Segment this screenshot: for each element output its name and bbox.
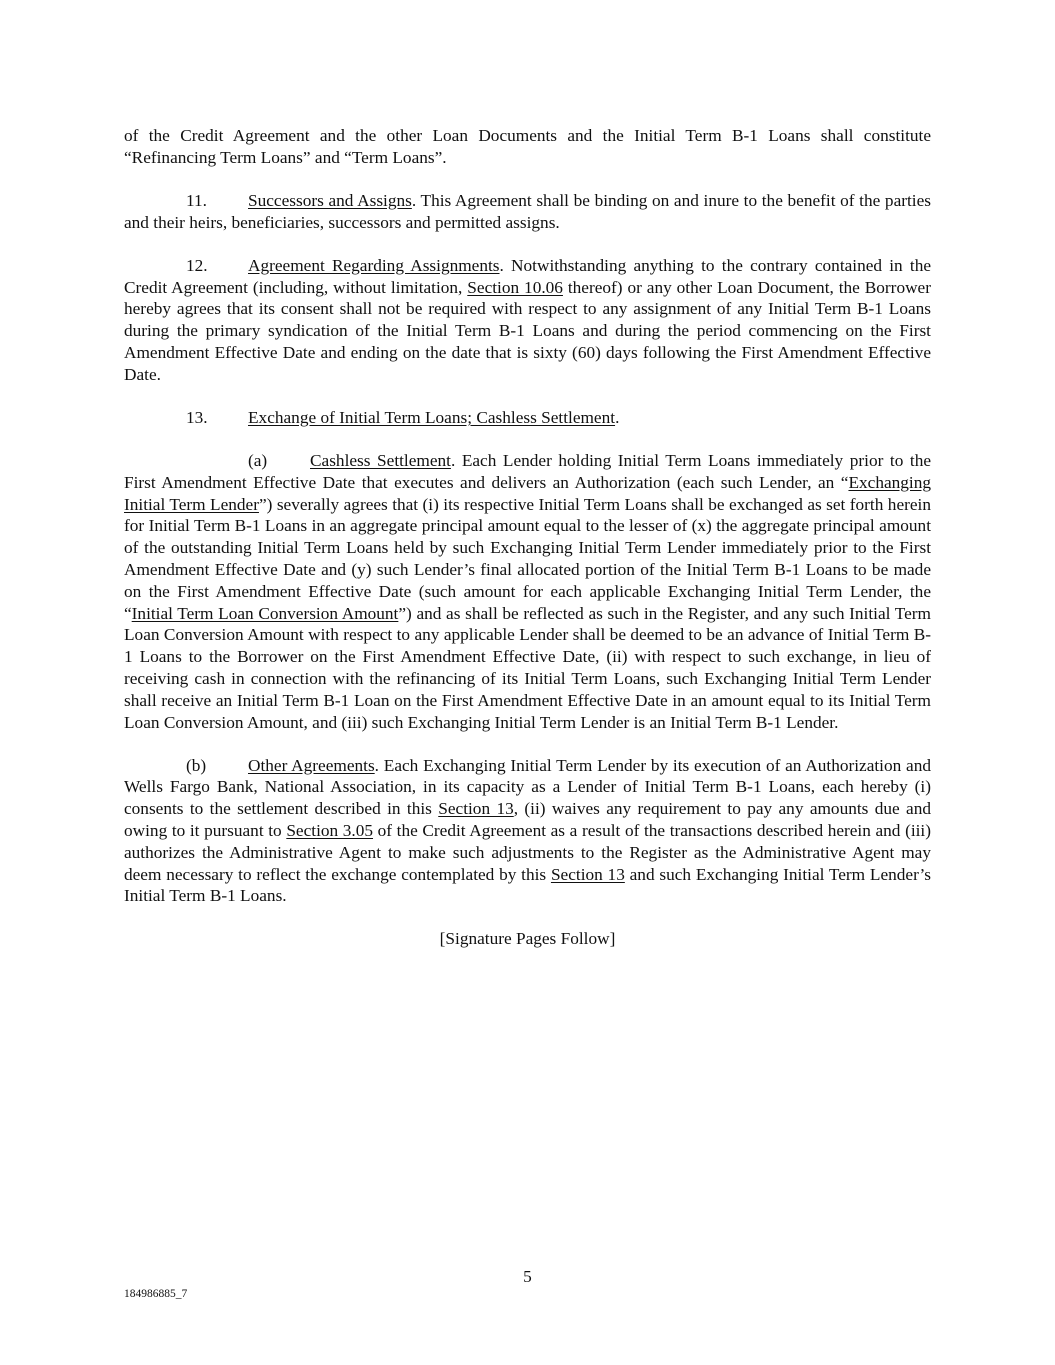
page-number: 5 bbox=[523, 1267, 532, 1286]
section-reference: Section 13 bbox=[550, 864, 625, 884]
section-11-paragraph bbox=[124, 190, 931, 234]
section-reference: Section 3.05 bbox=[286, 821, 374, 840]
paragraph-text: of the Credit Agreement and the other Loan Documents and the Initial Term B-1 Loans shall constitute “Refinancing Term Loans” and “Term Loans”. bbox=[124, 126, 931, 167]
section-13-paragraph bbox=[124, 407, 931, 429]
section-text: . This Agreement shall be binding on and inure to the benefit of the parties and their heirs, beneficiaries, successors and permitted assigns. bbox=[124, 190, 931, 232]
defined-term: Initial Term Loan Conversion Amount bbox=[131, 603, 399, 623]
section-heading: Agreement Regarding Assignments bbox=[248, 255, 500, 275]
document-id: 184986885_7 bbox=[124, 1288, 188, 1300]
subsection-number: (b) bbox=[186, 755, 207, 775]
subsection-text: ”) severally agrees that (i) its respective Initial Term Loans shall be exchanged as set forth herein for Initial Term B-1 Loans in an aggregate principal amount equal to the lesser of (x) the aggregate principal amount of the outstanding Initial Term Loans held by such Exchanging Initial Term Lender immediately prior to the First Amendment Effective Date and (y) such Lender’s final allocated portion of the Initial Term B-1 Loans to be made on the First Amendment Effective Date (such amount for each applicable Exchanging Initial Term Lender, the “ bbox=[124, 494, 931, 623]
section-text: . bbox=[615, 407, 620, 427]
section-text: thereof) or any other Loan Document, the Borrower hereby agrees that its consent shall not be required with respect to any assignment of any Initial Term B-1 Loans during the primary syndication of the Initial Term B-1 Loans and during the period commencing on the First Amendment Effective Date and ending on the date that is sixty (60) days following the First Amendment Effective Date. bbox=[124, 277, 931, 384]
signature-pages-note: [Signature Pages Follow] bbox=[439, 929, 616, 949]
subsection-text: . Each Lender holding Initial Term Loans immediately prior to the First Amendment Effective Date that executes and delivers an Authorization (each such Lender, an “ bbox=[124, 450, 932, 492]
subsection-text: of the Credit Agreement as a result of the transactions described herein and (iii) authorizes the Administrative Agent to make such adjustments to the Register as the Administrative Agent may deem necessary to reflect the exchange contemplated by this bbox=[124, 821, 931, 884]
subsection-number: (a) bbox=[248, 450, 268, 470]
section-13b-paragraph bbox=[124, 755, 931, 908]
section-reference: Section 13 bbox=[438, 799, 514, 819]
section-reference: Section 10.06 bbox=[467, 277, 563, 297]
continuation-paragraph bbox=[124, 125, 931, 169]
subsection-text: . Each Exchanging Initial Term Lender by its execution of an Authorization and Wells Fargo Bank, National Association, in its capacity as a Lender of Initial Term B-1 Loans, each hereby (i) consents to the settlement described in this bbox=[124, 755, 931, 819]
subsection-text: and such Exchanging Initial Term Lender’s Initial Term B-1 Loans. bbox=[124, 864, 932, 906]
section-13a-paragraph bbox=[124, 450, 931, 733]
section-number: 11. bbox=[186, 190, 207, 210]
defined-term: Exchanging Initial Term Lender bbox=[124, 472, 931, 514]
subsection-text: ”) and as shall be reflected as such in the Register, and any such Initial Term Loan Conversion Amount with respect to any applicable Lender shall be deemed to be an advance of Initial Term B-1 Loans to the Borrower on the First Amendment Effective Date, (ii) with respect to such exchange, in lieu of receiving cash in connection with the refinancing of its Initial Term Loans, such Exchanging Initial Term Lender shall receive an Initial Term B-1 Loan on the First Amendment Effective Date in an amount equal to its Initial Term Loan Conversion Amount, and (iii) such Exchanging Initial Term Lender is an Initial Term B-1 Lender. bbox=[124, 603, 931, 732]
subsection-heading: Cashless Settlement bbox=[310, 450, 451, 470]
section-text: . Notwithstanding anything to the contrary contained in the Credit Agreement (including, without limitation, bbox=[124, 255, 932, 297]
subsection-heading: Other Agreements bbox=[248, 755, 375, 775]
section-number: 12. bbox=[186, 255, 208, 275]
section-12-paragraph bbox=[124, 255, 931, 386]
section-number: 13. bbox=[186, 407, 208, 427]
document-body bbox=[124, 125, 931, 972]
section-heading: Exchange of Initial Term Loans; Cashless Settlement bbox=[248, 407, 616, 427]
subsection-text: , (ii) waives any requirement to pay any amounts due and owing to it pursuant to bbox=[124, 799, 932, 840]
section-heading: Successors and Assigns bbox=[248, 190, 412, 210]
